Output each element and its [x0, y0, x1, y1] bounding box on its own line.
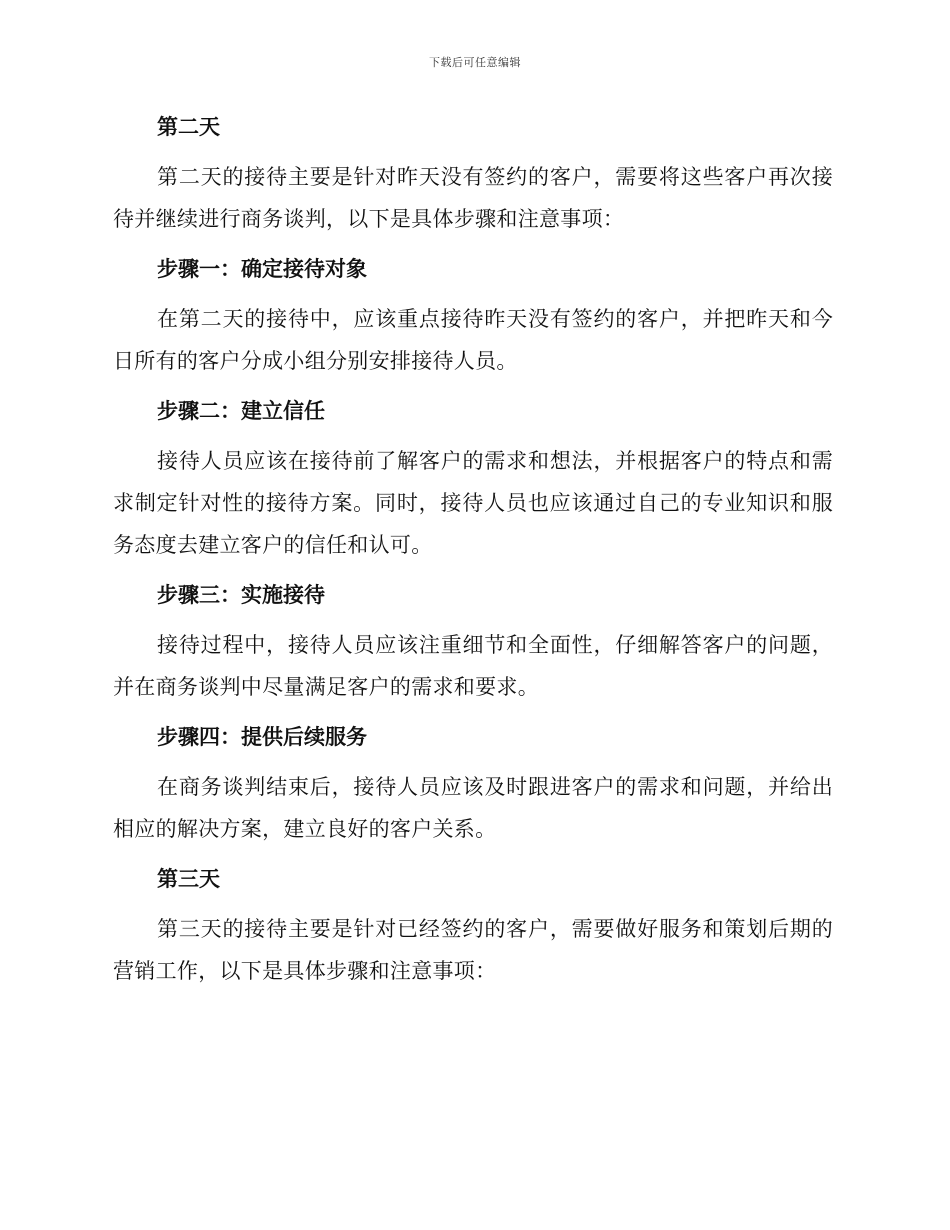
- page-header: 下载后可任意编辑: [429, 56, 521, 69]
- document-body: [113, 106, 833, 1000]
- paragraph-step-four: 在商务谈判结束后，接待人员应该及时跟进客户的需求和问题，并给出相应的解决方案，建立良好的客户关系。: [113, 775, 833, 841]
- paragraph-step-three: 接待过程中，接待人员应该注重细节和全面性，仔细解答客户的问题，并在商务谈判中尽量满足客户的需求和要求。: [113, 633, 833, 699]
- paragraph-day-two-intro: 第二天的接待主要是针对昨天没有签约的客户，需要将这些客户再次接待并继续进行商务谈判，以下是具体步骤和注意事项：: [113, 165, 833, 231]
- step-one-heading: 步骤一：确定接待对象: [157, 256, 367, 281]
- paragraph-step-two: 接待人员应该在接待前了解客户的需求和想法，并根据客户的特点和需求制定针对性的接待方案。同时，接待人员也应该通过自己的专业知识和服务态度去建立客户的信任和认可。: [113, 449, 833, 557]
- section-heading-day-three: 第三天: [157, 866, 220, 891]
- paragraph-day-three-intro: 第三天的接待主要是针对已经签约的客户，需要做好服务和策划后期的营销工作，以下是具体步骤和注意事项：: [113, 917, 833, 983]
- paragraph-step-one: 在第二天的接待中，应该重点接待昨天没有签约的客户，并把昨天和今日所有的客户分成小组分别安排接待人员。: [113, 307, 833, 373]
- section-heading-day-two: 第二天: [157, 114, 220, 139]
- step-four-heading: 步骤四：提供后续服务: [157, 724, 367, 749]
- step-two-heading: 步骤二：建立信任: [157, 398, 325, 423]
- step-three-heading: 步骤三：实施接待: [157, 582, 325, 607]
